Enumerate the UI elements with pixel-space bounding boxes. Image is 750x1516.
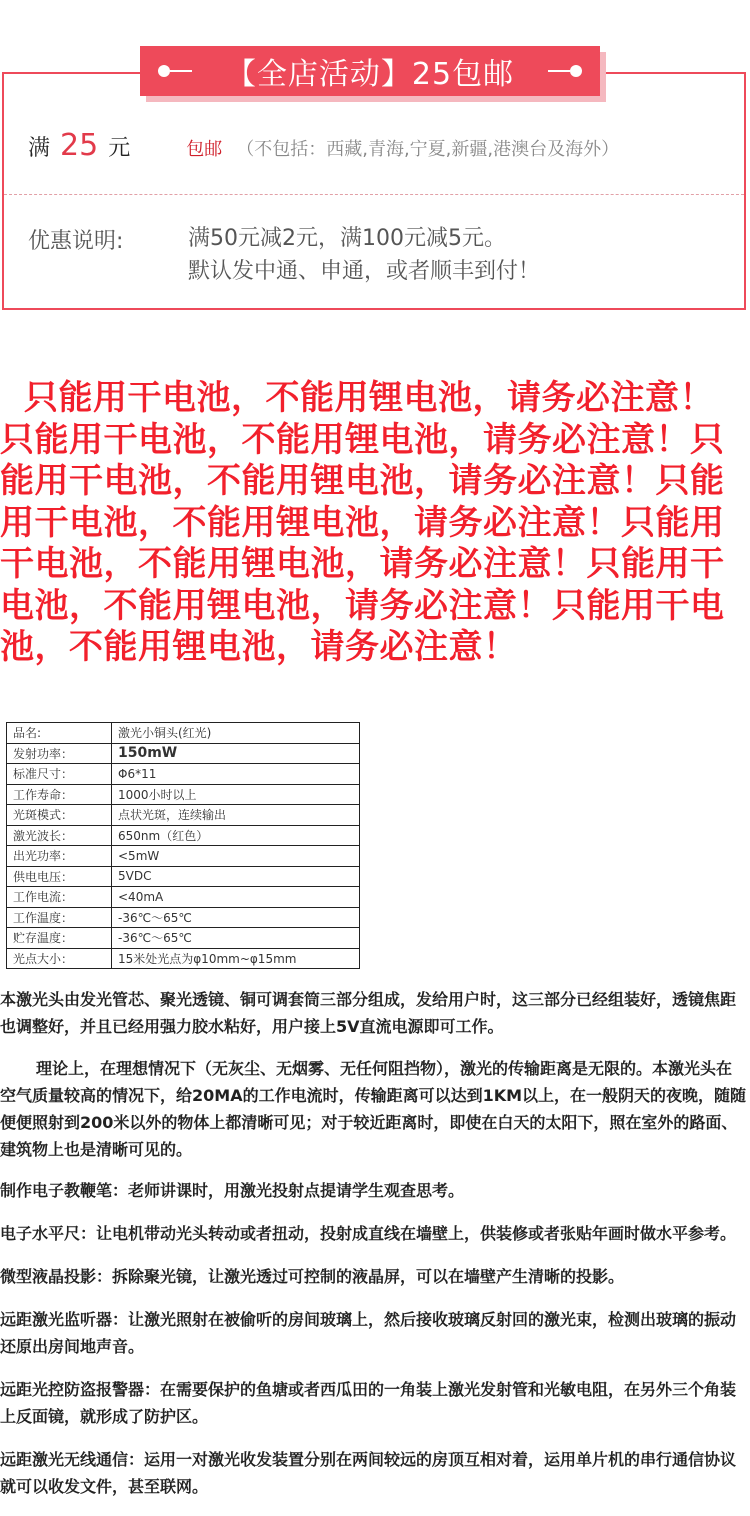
spec-value: 150mW — [112, 743, 360, 764]
banner-dot-left-icon — [158, 65, 170, 77]
spec-key: 工作寿命： — [7, 784, 112, 805]
spec-value: Φ6*11 — [112, 764, 360, 785]
banner-line-right — [548, 70, 570, 72]
free-shipping-row — [28, 128, 619, 163]
spec-key: 品名: — [7, 723, 112, 744]
spec-row — [7, 825, 360, 846]
discount-label: 优惠说明: — [28, 229, 124, 254]
use-case-paragraph: 微型液晶投影：拆除聚光镜，让激光透过可控制的液晶屏，可以在墙壁产生清晰的投影。 — [0, 1267, 625, 1286]
banner-title: 【全店活动】25包邮 — [225, 57, 515, 92]
product-description — [0, 986, 748, 1516]
uses-list — [0, 1177, 748, 1500]
spec-value: 点状光斑，连续输出 — [112, 805, 360, 826]
spec-value: -36℃～65℃ — [112, 907, 360, 928]
free-shipping-label: 包邮 — [186, 139, 223, 160]
spec-value: 5VDC — [112, 866, 360, 887]
use-case-paragraph: 远距光控防盗报警器：在需要保护的鱼塘或者西瓜田的一角装上激光发射管和光敏电阻，在另外三个角装上反面镜，就形成了防护区。 — [0, 1380, 737, 1426]
use-case-paragraph: 制作电子教鞭笔：老师讲课时，用激光投射点提请学生观查思考。 — [0, 1181, 465, 1200]
spec-value: <5mW — [112, 846, 360, 867]
spec-row — [7, 887, 360, 908]
spec-key: 光斑模式： — [7, 805, 112, 826]
threshold-prefix: 满 — [28, 136, 51, 161]
spec-key: 激光波长： — [7, 825, 112, 846]
discount-line-1: 满50元减2元，满100元减5元。 — [188, 226, 506, 251]
discount-text — [188, 222, 540, 288]
dashed-divider — [4, 194, 744, 195]
spec-row — [7, 846, 360, 867]
spec-key: 光点大小： — [7, 948, 112, 969]
spec-key: 发射功率： — [7, 743, 112, 764]
banner-dot-right-icon — [570, 65, 582, 77]
spec-key: 出光功率： — [7, 846, 112, 867]
spec-key: 工作温度： — [7, 907, 112, 928]
banner-line-left — [170, 70, 192, 72]
battery-warning: 只能用干电池，不能用锂电池，请务必注意！只能用干电池，不能用锂电池，请务必注意！只能用干电池，不能用锂电池，请务必注意！只能用干电池，不能用锂电池，请务必注意！只能用干电池，不能用锂电池，请务必注意！只能用干电池，不能用锂电池，请务必注意！只能用干电池，不能用锂电池，请务必注意！ — [0, 378, 725, 667]
spec-key: 标准尺寸： — [7, 764, 112, 785]
spec-key: 工作电流： — [7, 887, 112, 908]
spec-row — [7, 743, 360, 764]
spec-value: 15米处光点为φ10mm~φ15mm — [112, 948, 360, 969]
intro-paragraph: 本激光头由发光管芯、聚光透镜、铜可调套筒三部分组成，发给用户时，这三部分已经组装好，透镜焦距也调整好，并且已经用强力胶水粘好，用户接上5V直流电源即可工作。 — [0, 990, 737, 1036]
spec-row — [7, 723, 360, 744]
shipping-exclusions: （不包括：西藏,青海,宁夏,新疆,港澳台及海外） — [236, 139, 620, 160]
use-case-paragraph: 远距激光监听器：让激光照射在被偷听的房间玻璃上，然后接收玻璃反射回的激光束，检测出玻璃的振动还原出房间地声音。 — [0, 1310, 737, 1356]
spec-key: 贮存温度： — [7, 928, 112, 949]
promo-banner — [140, 46, 600, 96]
spec-row — [7, 948, 360, 969]
promo-section — [0, 0, 750, 320]
spec-row — [7, 928, 360, 949]
spec-value: 650nm（红色） — [112, 825, 360, 846]
use-case-paragraph: 电子水平尺：让电机带动光头转动或者扭动，投射成直线在墙壁上，供装修或者张贴年画时做水平参考。 — [0, 1224, 737, 1243]
spec-row — [7, 764, 360, 785]
spec-table — [6, 722, 360, 969]
spec-row — [7, 907, 360, 928]
use-case-paragraph: 远距激光无线通信：运用一对激光收发装置分别在两间较远的房顶互相对着，运用单片机的串行通信协议就可以收发文件，甚至联网。 — [0, 1450, 737, 1496]
threshold-suffix: 元 — [108, 136, 131, 161]
theory-paragraph — [0, 1055, 748, 1163]
spec-value: -36℃～65℃ — [112, 928, 360, 949]
spec-row — [7, 866, 360, 887]
spec-row — [7, 784, 360, 805]
theory-first-sentence: 理论上，在理想情况下（无灰尘、无烟雾、无任何阻挡物），激光的传输距离是无限的。 — [36, 1059, 653, 1078]
threshold-amount: 25 — [60, 128, 99, 163]
spec-value: 1000小时以上 — [112, 784, 360, 805]
spec-value: 激光小铜头(红光) — [112, 723, 360, 744]
spec-row — [7, 805, 360, 826]
spec-key: 供电电压： — [7, 866, 112, 887]
theory-rest: 本激光头在空气质量较高的情况下，给20MA的工作电流时，传输距离可以达到1KM以上，在一般阴天的夜晚，随随便便照射到200米以外的物体上都清晰可见；对于较近距离时，即使在白天的太阳下，照在室外的路面、建筑物上也是清晰可见的。 — [0, 1059, 747, 1159]
spec-value: <40mA — [112, 887, 360, 908]
shipping-carrier-line: 默认发中通、申通，或者顺丰到付！ — [188, 259, 541, 284]
